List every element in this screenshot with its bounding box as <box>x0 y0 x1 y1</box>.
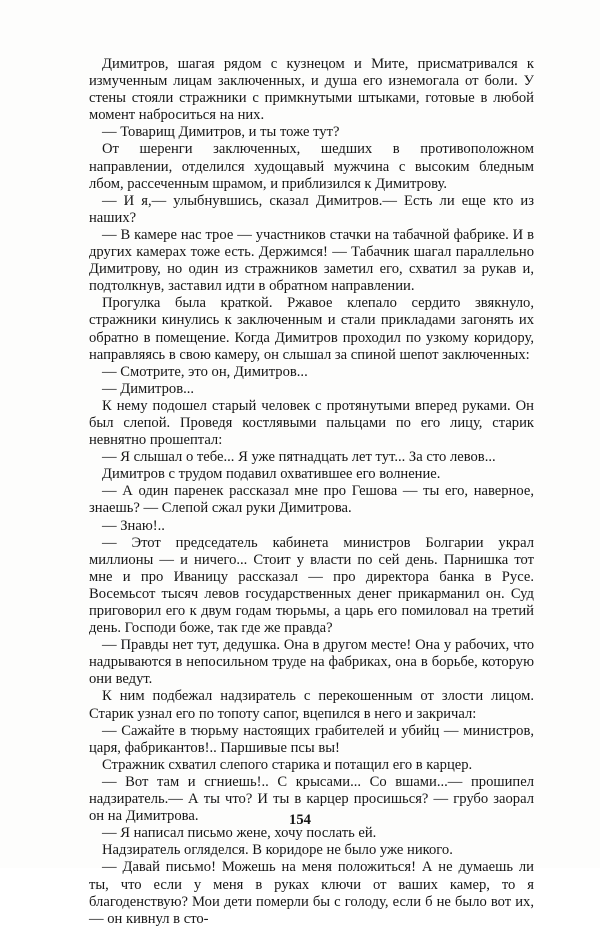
paragraph: — А один паренек рассказал мне про Гешова — ты его, наверное, знаешь? — Слепой сжал руки Димитрова. <box>89 483 534 517</box>
paragraph: От шеренги заключенных, шедших в противоположном направлении, отделился худощавый мужчина с высоким бледным лбом, рассеченным шрамом, и приблизился к Димитрову. <box>89 141 534 192</box>
paragraph: — Димитров... <box>102 380 195 397</box>
paragraph: — Товарищ Димитров, и ты тоже тут? <box>102 124 340 141</box>
paragraph: — Правды нет тут, дедушка. Она в другом месте! Она у рабочих, что надрываются в непосильном труде на фабриках, она в борьбе, которую они ведут. <box>89 637 534 688</box>
paragraph: — Давай письмо! Можешь на меня положиться! А не думаешь ли ты, что если у меня в руках ключи от ваших камер, то я благоденствую? Мои дети померли бы с голоду, если б не было вот их,— он кивнул в сто- <box>89 859 534 927</box>
paragraph: Стражник схватил слепого старика и потащил его в карцер. <box>102 756 473 773</box>
paragraph: Димитров с трудом подавил охватившее его волнение. <box>102 466 441 483</box>
paragraph: К нему подошел старый человек с протянутыми вперед руками. Он был слепой. Проведя костлявыми пальцами по его лицу, старик невнятно прошептал: <box>89 397 534 449</box>
paragraph: Надзиратель огляделся. В коридоре не было уже никого. <box>102 842 453 859</box>
paragraph: — Вот там и сгниешь!.. С крысами... Со вшами...— прошипел надзиратель.— А ты что? И ты в карцер просишься? — грубо заорал он на Димитрова. <box>89 773 534 825</box>
paragraph: — Я слышал о тебе... Я уже пятнадцать лет тут... За сто левов... <box>102 449 496 466</box>
page-number: 154 <box>289 812 311 828</box>
paragraph: К ним подбежал надзиратель с перекошенным от злости лицом. Старик узнал его по топоту сапог, вцепился в него и закричал: <box>89 688 534 722</box>
paragraph: — Смотрите, это он, Димитров... <box>102 363 308 380</box>
body-text <box>89 56 534 928</box>
paragraph: Димитров, шагая рядом с кузнецом и Мите, присматривался к измученным лицам заключенных, и душа его изнемогала от боли. У стены стояли стражники с примкнутыми штыками, готовые в любой момент наброситься на них. <box>89 56 534 124</box>
paragraph: — И я,— улыбнувшись, сказал Димитров.— Есть ли еще кто из наших? <box>89 192 534 226</box>
paragraph: — Я написал письмо жене, хочу послать ей. <box>102 825 377 842</box>
paragraph: — Сажайте в тюрьму настоящих грабителей и убийц — министров, царя, фабрикантов!.. Паршивые псы вы! <box>89 722 534 756</box>
paragraph: Прогулка была краткой. Ржавое клепало сердито звякнуло, стражники кинулись к заключенным и стали прикладами загонять их обратно в помещение. Когда Димитров проходил по узкому коридору, направляясь в свою камеру, он слышал за спиной шепот заключенных: <box>89 295 534 363</box>
paragraph: — Знаю!.. <box>102 517 165 534</box>
paragraph: — В камере нас трое — участников стачки на табачной фабрике. И в других камерах тоже есть. Держимся! — Табачник шагал параллельно Димитрову, но один из стражников заметил его, схватил за рукав и, подтолкнув, заставил идти в обратном направлении. <box>89 226 534 295</box>
paragraph: — Этот председатель кабинета министров Болгарии украл миллионы — и ничего... Стоит у власти по сей день. Парнишка тот мне и про Иваницу рассказал — про директора банка в Русе. Восемьсот тысяч левов государственных денег прикарманил он. Суд приговорил его к двум годам тюрьмы, а царь его помиловал на третий день. Господи боже, так где же правда? <box>89 534 534 637</box>
